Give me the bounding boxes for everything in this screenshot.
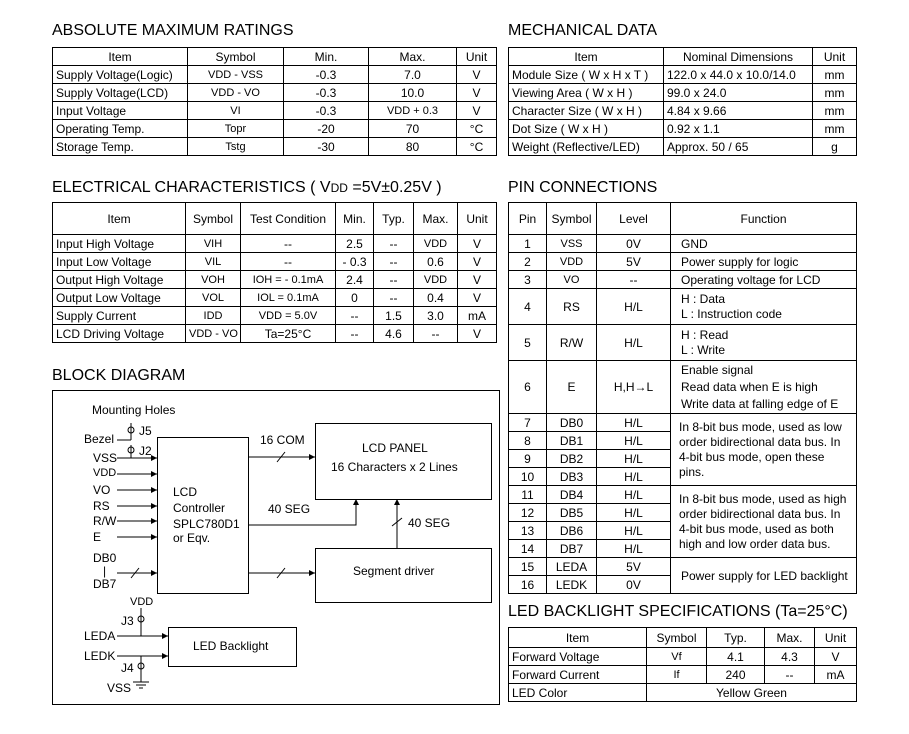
pin-cell: DB7 <box>547 540 597 558</box>
pin-cell: 1 <box>509 235 547 253</box>
mech-h-dim: Nominal Dimensions <box>664 48 813 66</box>
elec-h-item: Item <box>53 203 186 235</box>
led-cell: V <box>815 648 857 666</box>
pin-h-function: Function <box>671 203 857 235</box>
abs-h-item: Item <box>53 48 188 66</box>
pin-cell: -- <box>597 271 671 289</box>
pin-cell: H/L <box>597 325 671 361</box>
pin-function: In 8-bit bus mode, used as low order bidirectional data bus. In 4-bit bus mode, open these pins. <box>671 414 857 486</box>
pin-cell: 6 <box>509 361 547 414</box>
led-backlight-label: LED Backlight <box>193 639 269 653</box>
led-h-max: Max. <box>765 628 815 648</box>
pin-cell: LEDA <box>547 558 597 576</box>
db0-label: DB0 <box>93 551 117 565</box>
mech-cell: mm <box>813 102 857 120</box>
elec-cell: Input High Voltage <box>53 235 186 253</box>
mech-cell: mm <box>813 120 857 138</box>
mounting-holes-label: Mounting Holes <box>92 403 176 417</box>
abs-cell: -0.3 <box>284 66 369 84</box>
pin-cell: H/L <box>597 504 671 522</box>
title-electrical-main: ELECTRICAL CHARACTERISTICS ( V <box>52 179 331 196</box>
vdd-label: VDD <box>93 467 117 479</box>
elec-cell: VOH <box>186 271 241 289</box>
elec-cell: IOL = 0.1mA <box>241 289 336 307</box>
mech-cell: Character Size ( W x H ) <box>509 102 664 120</box>
pin-cell: 13 <box>509 522 547 540</box>
pin-function-line: L : Instruction code <box>681 306 782 321</box>
abs-cell: 70 <box>369 120 457 138</box>
elec-h-min: Min. <box>336 203 374 235</box>
abs-cell: Storage Temp. <box>53 138 188 156</box>
elec-cell: Ta=25°C <box>241 325 336 343</box>
db7-label: DB7 <box>93 577 117 591</box>
elec-cell: Output High Voltage <box>53 271 186 289</box>
mech-cell: mm <box>813 66 857 84</box>
abs-cell: VDD + 0.3 <box>369 102 457 120</box>
vdd-led-label: VDD <box>130 596 154 608</box>
mech-cell: Viewing Area ( W x H ) <box>509 84 664 102</box>
pin-cell: 3 <box>509 271 547 289</box>
elec-cell: V <box>458 253 497 271</box>
abs-cell: 7.0 <box>369 66 457 84</box>
pin-cell: 14 <box>509 540 547 558</box>
pin-function-line: Read data when E is high <box>681 379 818 394</box>
ledk-label: LEDK <box>84 649 116 663</box>
mech-cell: 0.92 x 1.1 <box>664 120 813 138</box>
pin-h-pin: Pin <box>509 203 547 235</box>
mech-cell: 99.0 x 24.0 <box>664 84 813 102</box>
pin-cell: H/L <box>597 432 671 450</box>
led-cell: Vf <box>647 648 707 666</box>
elec-h-symbol: Symbol <box>186 203 241 235</box>
elec-cell: VDD <box>414 271 458 289</box>
elec-cell: Supply Current <box>53 307 186 325</box>
elec-cell: 4.6 <box>374 325 414 343</box>
pin-h-level: Level <box>597 203 671 235</box>
title-mechanical: MECHANICAL DATA <box>508 22 658 39</box>
abs-cell: °C <box>457 120 497 138</box>
controller-label-4: or Eqv. <box>173 531 211 545</box>
led-cell: mA <box>815 666 857 684</box>
mech-cell: Dot Size ( W x H ) <box>509 120 664 138</box>
led-cell: -- <box>765 666 815 684</box>
led-cell: Yellow Green <box>647 684 857 702</box>
pin-cell: H/L <box>597 450 671 468</box>
controller-label-3: SPLC780D1 <box>173 517 240 531</box>
pin-function: In 8-bit bus mode, used as high order bidirectional data bus. In 4-bit bus mode, used as both high and low order data bus. <box>671 486 857 558</box>
elec-h-max: Max. <box>414 203 458 235</box>
leda-label: LEDA <box>84 629 116 643</box>
segment-driver-label: Segment driver <box>353 564 435 578</box>
mech-cell: mm <box>813 84 857 102</box>
pin-cell: 0V <box>597 235 671 253</box>
led-cell: 4.1 <box>707 648 765 666</box>
j3-label: J3 <box>121 614 134 628</box>
abs-cell: 10.0 <box>369 84 457 102</box>
abs-cell: Operating Temp. <box>53 120 188 138</box>
led-h-unit: Unit <box>815 628 857 648</box>
led-cell: 240 <box>707 666 765 684</box>
mech-cell: 4.84 x 9.66 <box>664 102 813 120</box>
abs-cell: VDD - VSS <box>188 66 284 84</box>
elec-cell: -- <box>336 307 374 325</box>
elec-cell: LCD Driving Voltage <box>53 325 186 343</box>
elec-cell: -- <box>374 253 414 271</box>
led-h-typ: Typ. <box>707 628 765 648</box>
elec-cell: VIL <box>186 253 241 271</box>
pin-cell: H/L <box>597 414 671 432</box>
seg-label-b: 40 SEG <box>408 516 451 530</box>
pin-cell: VDD <box>547 253 597 271</box>
elec-cell: 0.4 <box>414 289 458 307</box>
elec-cell: mA <box>458 307 497 325</box>
lcd-panel-label-2: 16 Characters x 2 Lines <box>331 460 458 474</box>
abs-cell: -0.3 <box>284 84 369 102</box>
j5-label: J5 <box>139 424 152 438</box>
abs-cell: -20 <box>284 120 369 138</box>
abs-cell: Tstg <box>188 138 284 156</box>
pin-cell: E <box>547 361 597 414</box>
pin-cell: DB1 <box>547 432 597 450</box>
pin-cell: VO <box>547 271 597 289</box>
pin-cell: DB6 <box>547 522 597 540</box>
bezel-label: Bezel <box>84 432 115 446</box>
pin-cell: DB3 <box>547 468 597 486</box>
abs-cell: Input Voltage <box>53 102 188 120</box>
pin-cell: DB0 <box>547 414 597 432</box>
abs-cell: Supply Voltage(LCD) <box>53 84 188 102</box>
pin-cell: H,H→L <box>597 361 671 414</box>
pin-cell: H/L <box>597 522 671 540</box>
abs-cell: °C <box>457 138 497 156</box>
pin-cell: 16 <box>509 576 547 594</box>
elec-cell: V <box>458 271 497 289</box>
pin-function: Power supply for LED backlight <box>671 558 857 594</box>
pin-cell: VSS <box>547 235 597 253</box>
led-cell: LED Color <box>509 684 647 702</box>
controller-label-2: Controller <box>173 501 226 515</box>
elec-cell: 0.6 <box>414 253 458 271</box>
elec-cell: 1.5 <box>374 307 414 325</box>
pin-function: GND <box>671 235 857 253</box>
pin-function-line: Enable signal <box>681 362 754 377</box>
rs-label: RS <box>93 499 110 513</box>
mech-cell: Module Size ( W x H x T ) <box>509 66 664 84</box>
title-block: BLOCK DIAGRAM <box>52 367 186 384</box>
abs-h-symbol: Symbol <box>188 48 284 66</box>
title-electrical-sub: DD <box>330 181 348 195</box>
abs-h-unit: Unit <box>457 48 497 66</box>
seg-label-a: 40 SEG <box>268 502 311 516</box>
elec-cell: VDD = 5.0V <box>241 307 336 325</box>
elec-cell: V <box>458 325 497 343</box>
mech-h-item: Item <box>509 48 664 66</box>
abs-cell: VDD - VO <box>188 84 284 102</box>
pin-cell: 9 <box>509 450 547 468</box>
pin-cell: 4 <box>509 289 547 325</box>
vo-label: VO <box>93 483 111 497</box>
mech-cell: g <box>813 138 857 156</box>
pin-h-symbol: Symbol <box>547 203 597 235</box>
pin-cell: 7 <box>509 414 547 432</box>
elec-cell: 0 <box>336 289 374 307</box>
abs-cell: Topr <box>188 120 284 138</box>
controller-label-1: LCD <box>173 485 198 499</box>
pin-cell: 12 <box>509 504 547 522</box>
elec-cell: -- <box>241 253 336 271</box>
elec-cell: -- <box>336 325 374 343</box>
pin-cell: LEDK <box>547 576 597 594</box>
pin-cell: H/L <box>597 468 671 486</box>
mech-h-unit: Unit <box>813 48 857 66</box>
mech-cell: Weight (Reflective/LED) <box>509 138 664 156</box>
e-label: E <box>93 530 102 544</box>
elec-cell: VDD - VO <box>186 325 241 343</box>
elec-cell: -- <box>414 325 458 343</box>
elec-cell: VIH <box>186 235 241 253</box>
pin-cell: DB4 <box>547 486 597 504</box>
pin-cell: 5V <box>597 253 671 271</box>
abs-cell: V <box>457 102 497 120</box>
j4-label: J4 <box>121 661 134 675</box>
elec-cell: - 0.3 <box>336 253 374 271</box>
elec-cell: -- <box>374 235 414 253</box>
controller-box <box>157 437 249 594</box>
elec-cell: -- <box>374 271 414 289</box>
pin-function-line: H : Read <box>681 327 729 342</box>
led-cell: Forward Voltage <box>509 648 647 666</box>
pin-function-line: L : Write <box>681 342 726 357</box>
elec-cell: IOH = - 0.1mA <box>241 271 336 289</box>
elec-cell: VOL <box>186 289 241 307</box>
title-pins: PIN CONNECTIONS <box>508 179 658 196</box>
abs-cell: V <box>457 84 497 102</box>
pin-function: Power supply for logic <box>671 253 857 271</box>
pin-cell: H/L <box>597 540 671 558</box>
mech-cell: Approx. 50 / 65 <box>664 138 813 156</box>
vss-label: VSS <box>93 451 118 465</box>
rw-label: R/W <box>93 514 117 528</box>
led-h-symbol: Symbol <box>647 628 707 648</box>
db-range-label: | <box>103 564 107 578</box>
abs-h-min: Min. <box>284 48 369 66</box>
elec-cell: 2.4 <box>336 271 374 289</box>
elec-cell: Input Low Voltage <box>53 253 186 271</box>
pin-cell: 2 <box>509 253 547 271</box>
elec-cell: Output Low Voltage <box>53 289 186 307</box>
pin-cell: DB2 <box>547 450 597 468</box>
title-electrical-rest: =5V±0.25V ) <box>347 179 442 196</box>
title-led: LED BACKLIGHT SPECIFICATIONS (Ta=25°C) <box>508 603 848 620</box>
led-cell: Forward Current <box>509 666 647 684</box>
elec-cell: 3.0 <box>414 307 458 325</box>
pin-cell: RS <box>547 289 597 325</box>
elec-h-unit: Unit <box>458 203 497 235</box>
abs-cell: Supply Voltage(Logic) <box>53 66 188 84</box>
pin-cell: 0V <box>597 576 671 594</box>
elec-cell: VDD <box>414 235 458 253</box>
abs-cell: 80 <box>369 138 457 156</box>
title-absolute-max: ABSOLUTE MAXIMUM RATINGS <box>52 22 294 39</box>
pin-cell: H/L <box>597 289 671 325</box>
pin-cell: H/L <box>597 486 671 504</box>
abs-cell: VI <box>188 102 284 120</box>
abs-cell: -0.3 <box>284 102 369 120</box>
pin-cell: 15 <box>509 558 547 576</box>
elec-h-typ: Typ. <box>374 203 414 235</box>
pin-cell: 8 <box>509 432 547 450</box>
pin-function-line: Write data at falling edge of E <box>681 396 839 411</box>
pin-cell: 5 <box>509 325 547 361</box>
elec-h-test: Test Condition <box>241 203 336 235</box>
pin-function-line: H : Data <box>681 291 726 306</box>
pin-cell: 11 <box>509 486 547 504</box>
lcd-panel-label-1: LCD PANEL <box>362 441 428 455</box>
pin-function: Operating voltage for LCD <box>671 271 857 289</box>
abs-cell: -30 <box>284 138 369 156</box>
led-cell: If <box>647 666 707 684</box>
led-h-item: Item <box>509 628 647 648</box>
elec-cell: -- <box>374 289 414 307</box>
elec-cell: IDD <box>186 307 241 325</box>
elec-cell: -- <box>241 235 336 253</box>
led-cell: 4.3 <box>765 648 815 666</box>
elec-cell: 2.5 <box>336 235 374 253</box>
abs-cell: V <box>457 66 497 84</box>
elec-cell: V <box>458 235 497 253</box>
vss-led-label: VSS <box>107 681 132 695</box>
abs-h-max: Max. <box>369 48 457 66</box>
pin-cell: 10 <box>509 468 547 486</box>
elec-cell: V <box>458 289 497 307</box>
mech-cell: 122.0 x 44.0 x 10.0/14.0 <box>664 66 813 84</box>
com-label: 16 COM <box>260 433 305 447</box>
pin-cell: 5V <box>597 558 671 576</box>
pin-cell: R/W <box>547 325 597 361</box>
pin-cell: DB5 <box>547 504 597 522</box>
j2-label: J2 <box>139 444 152 458</box>
